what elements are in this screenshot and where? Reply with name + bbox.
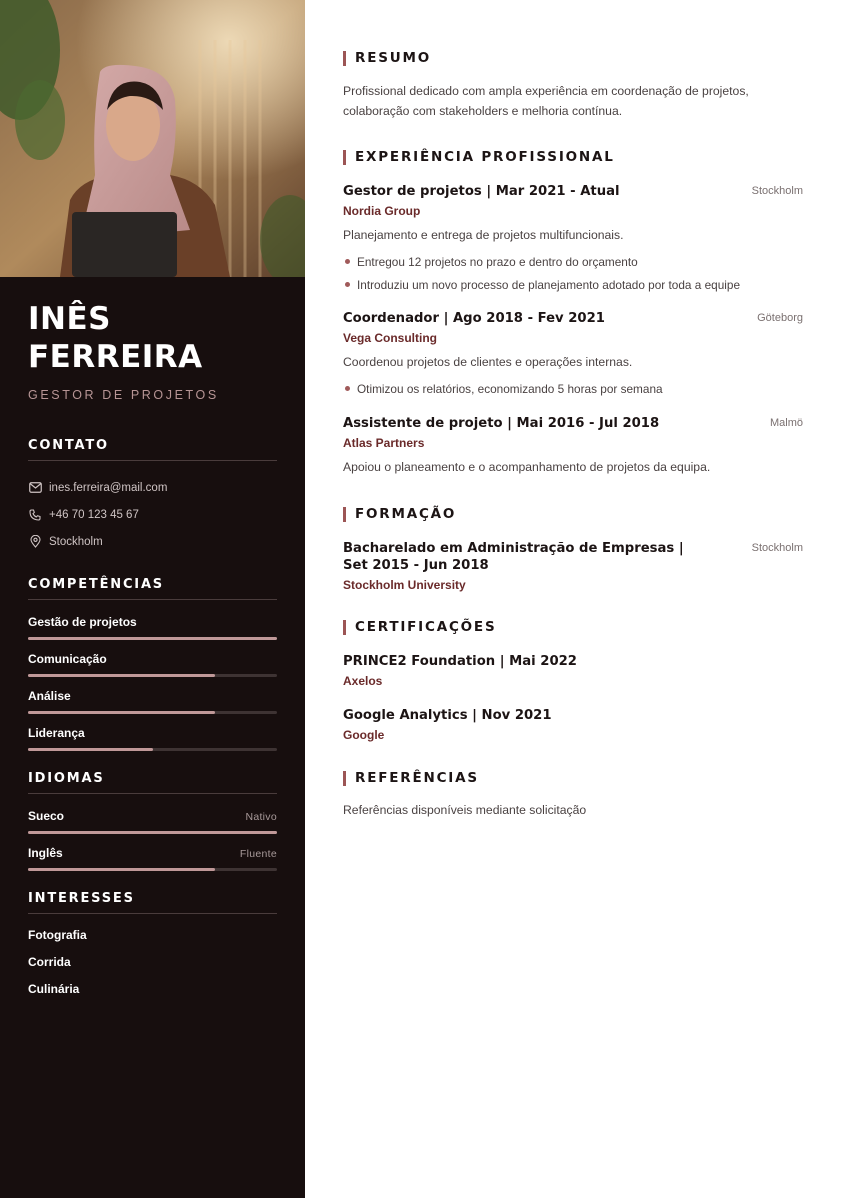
language-label: Inglês	[28, 846, 63, 860]
contact-section	[28, 438, 277, 555]
bullet-dot-icon	[345, 259, 350, 264]
skill-row	[28, 689, 277, 703]
contact-phone[interactable]	[28, 501, 277, 528]
experience-heading-text: EXPERIÊNCIA PROFISSIONAL	[355, 149, 615, 165]
skill-row	[28, 726, 277, 740]
school-name: Stockholm University	[343, 578, 466, 592]
interests-section	[28, 891, 277, 1003]
language-bar	[28, 868, 277, 871]
contact-email[interactable]	[28, 474, 277, 501]
interest-item: Culinária	[28, 982, 80, 996]
skill-bar	[28, 674, 277, 677]
certification-title: Google Analytics | Nov 2021	[343, 708, 552, 723]
education-heading-text: FORMAÇÃO	[355, 506, 457, 522]
references-heading	[343, 770, 803, 786]
certification-issuer: Axelos	[343, 674, 383, 688]
skill-label: Gestão de projetos	[28, 615, 137, 629]
experience-heading	[343, 149, 803, 165]
heading-accent-bar	[343, 51, 346, 66]
skill-item	[28, 615, 277, 640]
references-section	[343, 770, 803, 820]
job-title: Assistente de projeto | Mai 2016 - Jul 2018	[343, 416, 660, 431]
certifications-section	[343, 619, 803, 742]
language-level: Fluente	[239, 848, 277, 860]
skill-bar-fill	[28, 748, 153, 751]
language-level: Nativo	[245, 811, 277, 823]
sidebar	[0, 0, 305, 1198]
achievement-item	[343, 250, 803, 273]
interest-item: Corrida	[28, 955, 71, 969]
education-section	[343, 506, 803, 592]
email-text: ines.ferreira@mail.com	[49, 481, 168, 494]
degree-title-line2: Set 2015 - Jun 2018	[343, 558, 489, 573]
references-heading-text: REFERÊNCIAS	[355, 770, 479, 786]
certifications-heading-text: CERTIFICAÇÕES	[355, 619, 497, 635]
languages-heading: IDIOMAS	[28, 771, 277, 794]
education-item	[343, 540, 803, 574]
skill-bar	[28, 711, 277, 714]
certifications-heading	[343, 619, 803, 635]
skill-bar-fill	[28, 637, 277, 640]
experience-header	[343, 415, 803, 432]
achievement-text: Entregou 12 projetos no prazo e dentro do orçamento	[357, 254, 638, 269]
phone-text: +46 70 123 45 67	[49, 508, 139, 521]
skill-bar-fill	[28, 711, 215, 714]
references-text: Referências disponíveis mediante solicitação	[343, 803, 587, 817]
achievement-item	[343, 377, 803, 400]
language-row	[28, 809, 277, 823]
certification-item	[343, 653, 803, 688]
skills-heading: COMPETÊNCIAS	[28, 577, 277, 600]
degree-title-line1: Bacharelado em Administração de Empresas |	[343, 541, 684, 556]
language-row	[28, 846, 277, 860]
heading-accent-bar	[343, 620, 346, 635]
summary-text: Profissional dedicado com ampla experiência em coordenação de projetos, colaboração com stakeholders e melhoria contínua.	[343, 84, 749, 118]
skill-bar	[28, 748, 277, 751]
heading-accent-bar	[343, 771, 346, 786]
skill-label: Liderança	[28, 726, 85, 740]
summary-heading	[343, 50, 803, 66]
name-last: FERREIRA	[28, 339, 203, 375]
skills-section	[28, 577, 277, 751]
degree-title	[343, 540, 684, 574]
skill-row	[28, 615, 277, 629]
experience-section	[343, 149, 803, 476]
skill-row	[28, 652, 277, 666]
achievement-list	[343, 377, 803, 400]
skill-label: Análise	[28, 689, 71, 703]
full-name	[28, 300, 277, 376]
job-description: Planejamento e entrega de projetos multifuncionais.	[343, 228, 624, 242]
certification-title: PRINCE2 Foundation | Mai 2022	[343, 654, 577, 669]
education-heading	[343, 506, 803, 522]
heading-accent-bar	[343, 150, 346, 165]
interests-heading: INTERESSES	[28, 891, 277, 914]
phone-icon	[28, 508, 42, 522]
mail-icon	[28, 481, 42, 495]
skill-label: Comunicação	[28, 652, 107, 666]
contact-location	[28, 528, 277, 555]
skill-item	[28, 652, 277, 677]
profile-photo	[0, 0, 305, 277]
job-location: Stockholm	[751, 185, 803, 197]
language-item	[28, 809, 277, 834]
certification-issuer: Google	[343, 728, 385, 742]
company-name: Vega Consulting	[343, 331, 438, 345]
achievement-list	[343, 250, 803, 296]
experience-item	[343, 415, 803, 476]
contact-heading: CONTATO	[28, 438, 277, 461]
achievement-item	[343, 273, 803, 296]
job-title: Gestor de projetos | Mar 2021 - Atual	[343, 184, 620, 199]
job-location: Malmö	[769, 417, 803, 429]
summary-section	[343, 50, 803, 121]
language-bar	[28, 831, 277, 834]
skill-item	[28, 726, 277, 751]
summary-heading-text: RESUMO	[355, 50, 432, 66]
languages-section	[28, 771, 277, 871]
job-description: Apoiou o planeamento e o acompanhamento de projetos da equipa.	[343, 460, 711, 474]
language-bar-fill	[28, 831, 277, 834]
location-text: Stockholm	[49, 535, 103, 548]
skill-item	[28, 689, 277, 714]
experience-item	[343, 310, 803, 400]
skill-bar-fill	[28, 674, 215, 677]
bullet-dot-icon	[345, 282, 350, 287]
name-first: INÊS	[28, 301, 111, 337]
interest-item: Fotografia	[28, 928, 87, 942]
certification-item	[343, 707, 803, 742]
company-name: Nordia Group	[343, 204, 421, 218]
education-location: Stockholm	[751, 542, 803, 554]
job-title: Coordenador | Ago 2018 - Fev 2021	[343, 311, 605, 326]
experience-header	[343, 310, 803, 327]
bullet-dot-icon	[345, 386, 350, 391]
language-label: Sueco	[28, 809, 65, 823]
heading-accent-bar	[343, 507, 346, 522]
job-role: GESTOR DE PROJETOS	[28, 388, 219, 402]
experience-header	[343, 183, 803, 200]
language-bar-fill	[28, 868, 215, 871]
language-item	[28, 846, 277, 871]
job-description: Coordenou projetos de clientes e operações internas.	[343, 355, 633, 369]
achievement-text: Introduziu um novo processo de planejamento adotado por toda a equipe	[357, 277, 741, 292]
company-name: Atlas Partners	[343, 436, 425, 450]
job-location: Göteborg	[757, 312, 803, 324]
achievement-text: Otimizou os relatórios, economizando 5 horas por semana	[357, 381, 663, 396]
skill-bar	[28, 637, 277, 640]
experience-item	[343, 183, 803, 296]
location-pin-icon	[28, 535, 42, 549]
